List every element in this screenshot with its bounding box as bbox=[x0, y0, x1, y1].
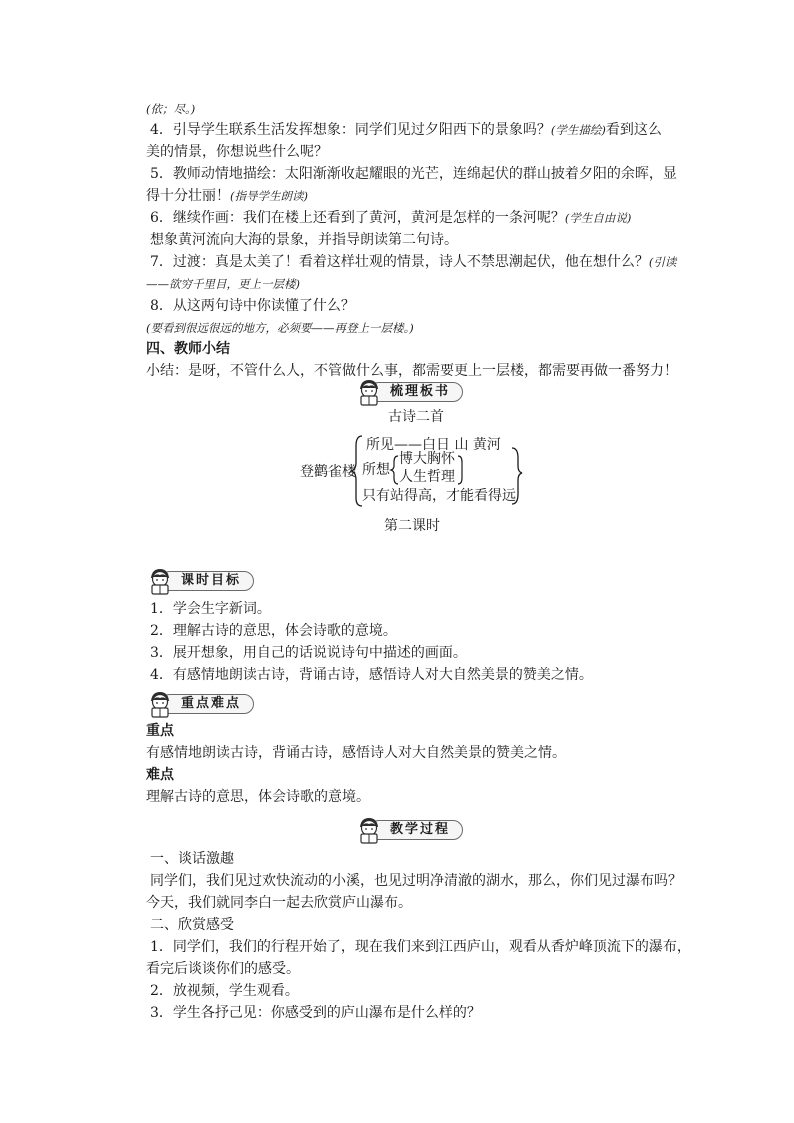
difficulty-heading: 难点 bbox=[146, 767, 174, 783]
section-1-text: 同学们，我们见过欢快流动的小溪，也见过明净清澈的湖水，那么，你们见过瀑布吗？ bbox=[150, 873, 682, 889]
step-5: 5．教师动情地描绘：太阳渐渐收起耀眼的光芒，连绵起伏的群山披着夕阳的余晖，显 bbox=[150, 166, 677, 182]
goal-item: 3．展开想象，用自己的话说说诗句中描述的画面。 bbox=[150, 645, 467, 661]
goals-badge-label: 课时目标 bbox=[160, 571, 254, 591]
board-thought-1: 博大胸怀 bbox=[399, 451, 455, 467]
board-badge-label: 梳理板书 bbox=[369, 382, 463, 402]
board-title: 古诗二首 bbox=[388, 409, 444, 425]
step-8-answer: (要看到很远很远的地方，必须要——再登上一层楼。) bbox=[146, 321, 414, 335]
goal-item: 2．理解古诗的意思，体会诗歌的意境。 bbox=[150, 623, 397, 639]
board-thought: 所想 bbox=[362, 462, 390, 478]
step-7-cont: ——欲穷千里目，更上一层楼) bbox=[146, 277, 300, 291]
board-poem-title: 登鹳雀楼 bbox=[300, 464, 356, 480]
board-diagram bbox=[290, 404, 530, 544]
section-2-heading: 二、欣赏感受 bbox=[150, 917, 234, 933]
board-seen: 所见——白日 山 黄河 bbox=[366, 437, 501, 453]
process-step-1-cont: 看完后谈谈你们的感受。 bbox=[146, 961, 300, 977]
process-step-3: 3．学生各抒己见：你感受到的庐山瀑布是什么样的？ bbox=[150, 1005, 481, 1021]
step-5-cont: 得十分壮丽！(指导学生朗读) bbox=[146, 188, 308, 204]
step-8: 8．从这两句诗中你读懂了什么？ bbox=[150, 298, 355, 314]
board-thought-2: 人生哲理 bbox=[399, 469, 455, 485]
key-text: 有感情地朗读古诗，背诵古诗，感悟诗人对大自然美景的赞美之情。 bbox=[146, 745, 566, 761]
process-badge bbox=[355, 815, 467, 845]
goal-item: 4．有感情地朗读古诗，背诵古诗，感悟诗人对大自然美景的赞美之情。 bbox=[150, 667, 593, 683]
step-6: 6．继续作画：我们在楼上还看到了黄河，黄河是怎样的一条河呢？(学生自由说) bbox=[150, 210, 632, 226]
section-summary-heading: 四、教师小结 bbox=[146, 341, 230, 357]
section-1-heading: 一、谈话激趣 bbox=[150, 851, 234, 867]
goals-badge bbox=[146, 566, 258, 596]
student-reading-icon bbox=[146, 689, 174, 719]
section-1-text-cont: 今天，我们就同李白一起去欣赏庐山瀑布。 bbox=[146, 895, 412, 911]
step-6-cont: 想象黄河流向大海的景象，并指导朗读第二句诗。 bbox=[150, 232, 458, 248]
process-step-1: 1．同学们，我们的行程开始了，现在我们来到江西庐山，观看从香炉峰顶流下的瀑布， bbox=[150, 939, 691, 955]
process-step-2: 2．放视频，学生观看。 bbox=[150, 983, 299, 999]
step-4: 4．引导学生联系生活发挥想象：同学们见过夕阳西下的景象吗？(学生描绘)看到这么 bbox=[150, 122, 662, 138]
summary-text: 小结：是呀，不管什么人，不管做什么事，都需要更上一层楼，都需要再做一番努力！ bbox=[146, 363, 678, 379]
board-conclusion: 只有站得高，才能看得远 bbox=[362, 488, 516, 504]
key-heading: 重点 bbox=[146, 723, 174, 739]
goal-item: 1．学会生字新词。 bbox=[150, 601, 271, 617]
lesson-two-title: 第二课时 bbox=[384, 518, 440, 534]
process-badge-label: 教学过程 bbox=[369, 820, 463, 840]
step-7: 7．过渡：真是太美了！看着这样壮观的情景，诗人不禁思潮起伏，他在想什么？(引读 bbox=[150, 254, 677, 270]
keypoints-badge bbox=[146, 689, 258, 719]
keypoints-badge-label: 重点难点 bbox=[160, 694, 254, 714]
student-reading-icon bbox=[146, 566, 174, 596]
step-4-cont: 美的情景，你想说些什么呢？ bbox=[146, 144, 328, 160]
board-badge bbox=[355, 377, 465, 407]
difficulty-text: 理解古诗的意思，体会诗歌的意境。 bbox=[146, 789, 370, 805]
answer-note: (依；尽。) bbox=[146, 102, 196, 116]
student-reading-icon bbox=[355, 815, 383, 845]
student-reading-icon bbox=[355, 377, 383, 407]
